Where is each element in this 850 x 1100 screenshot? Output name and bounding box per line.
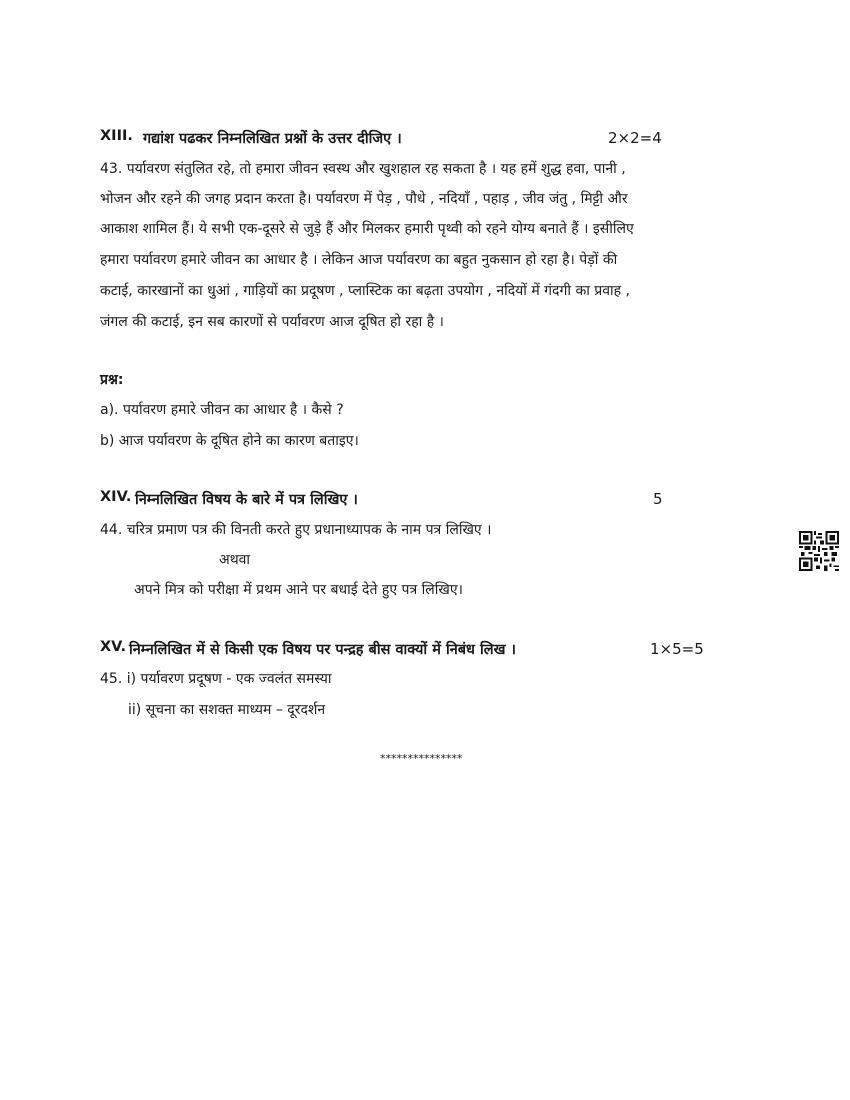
passage-line: कटाई, कारखानों का धुआं , गाड़ियों का प्रदूषण , प्लास्टिक का बढ़ता उपयोग , नदियों में गंदगी का प्रवाह , <box>100 283 630 299</box>
section-13-number: XIII. <box>100 128 133 144</box>
essay-option-1: 45. i) पर्यावरण प्रदूषण - एक ज्वलंत समस्या <box>100 671 332 687</box>
essay-option-2: ii) सूचना का सशक्त माध्यम – दूरदर्शन <box>128 702 326 718</box>
passage-line: 43. पर्यावरण संतुलित रहे, तो हमारा जीवन स्वस्थ और खुशहाल रह सकता है । यह हमें शुद्ध हवा, पानी , <box>100 161 626 177</box>
section-13-title: गद्यांश पढकर निम्नलिखित प्रश्नों के उत्तर दीजिए । <box>143 131 402 147</box>
section-14-marks: 5 <box>653 490 663 508</box>
question-b: b) आज पर्यावरण के दूषित होने का कारण बताइए। <box>100 433 359 449</box>
section-15-title: निम्नलिखित में से किसी एक विषय पर पन्द्रह बीस वाक्यों में निबंध लिख । <box>129 642 516 658</box>
qr-code-icon <box>799 531 839 571</box>
letter-option-2: अपने मित्र को परीक्षा में प्रथम आने पर बधाई देते हुए पत्र लिखिए। <box>134 582 463 598</box>
passage-line: हमारा पर्यावरण हमारे जीवन का आधार है । लेकिन आज पर्यावरण का बहुत नुकसान हो रहा है। पेड़ों की <box>100 252 618 268</box>
passage-line: आकाश शामिल हैं। ये सभी एक-दूसरे से जुड़े हैं और मिलकर हमारी पृथ्वी को रहने योग्य बनाते हैं । इसीलिए <box>100 221 634 237</box>
questions-label: प्रश्न: <box>100 372 124 388</box>
passage-line: भोजन और रहने की जगह प्रदान करता है। पर्यावरण में पेड़ , पौधे , नदियाँ , पहाड़ , जीव जंतु , मिट्टी और <box>100 191 628 207</box>
end-marker: *************** <box>380 752 463 765</box>
letter-option-1: 44. चरित्र प्रमाण पत्र की विनती करते हुए प्रधानाध्यापक के नाम पत्र लिखिए । <box>100 522 492 538</box>
section-13-marks: 2×2=4 <box>608 129 662 147</box>
section-15-marks: 1×5=5 <box>650 640 704 658</box>
section-14-title: निम्नलिखित विषय के बारे में पत्र लिखिए । <box>135 492 358 508</box>
or-label: अथवा <box>219 552 251 568</box>
passage-line: जंगल की कटाई, इन सब कारणों से पर्यावरण आज दूषित हो रहा है । <box>100 314 444 330</box>
question-a: a). पर्यावरण हमारे जीवन का आधार है । कैसे ? <box>100 402 344 418</box>
section-14-number: XIV. <box>100 489 132 505</box>
section-15-number: XV. <box>100 639 127 655</box>
